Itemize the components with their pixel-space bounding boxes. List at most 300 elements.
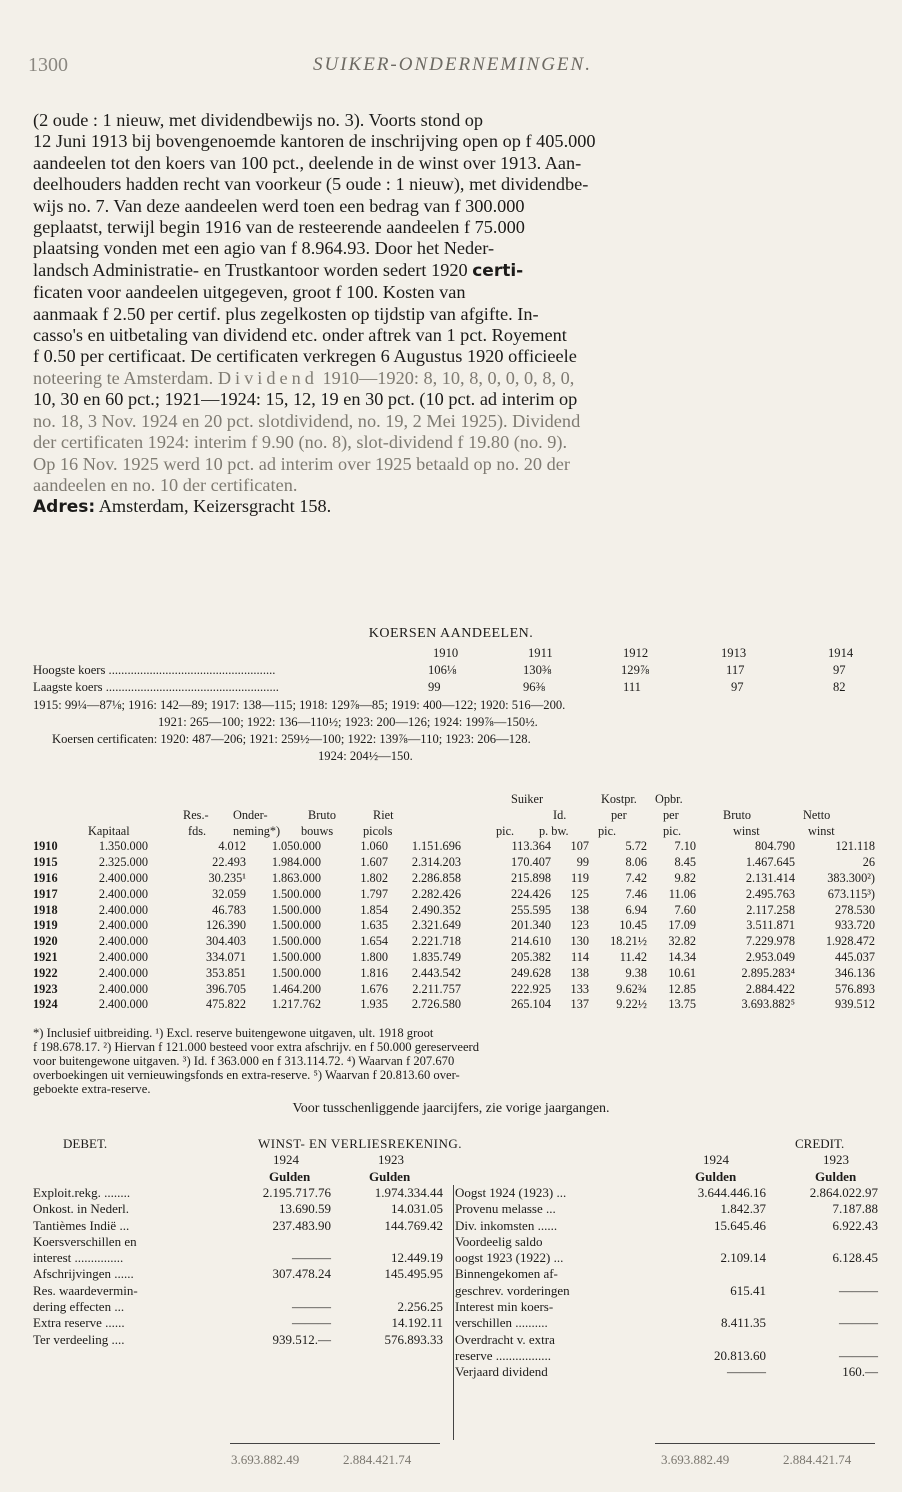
column-header: Id. bbox=[553, 807, 567, 822]
ledger-value: 237.483.90 bbox=[272, 1217, 331, 1233]
year-cell: 1913 bbox=[721, 646, 747, 660]
ledger-row bbox=[455, 1332, 878, 1348]
year-cell: 1916 bbox=[33, 870, 58, 885]
page-header bbox=[28, 54, 888, 80]
ledger-value: ——— bbox=[292, 1250, 331, 1266]
column-header: per bbox=[663, 807, 679, 822]
table-cell: 1.151.696 bbox=[411, 839, 461, 854]
credit-side bbox=[455, 1185, 878, 1381]
total-value: 3.693.882.49 bbox=[661, 1452, 730, 1467]
footnote-line: overboekingen uit vernieuwingsfonds en extra-reserve. ⁵) Waarvan f 20.813.60 over- bbox=[33, 1068, 460, 1082]
table-cell: 11.06 bbox=[668, 886, 696, 901]
text-line: casso's en uitbetaling van dividend etc. onder aftrek van 1 pct. Royement bbox=[33, 325, 567, 346]
table-cell: 26 bbox=[862, 855, 875, 870]
wv-unit-row bbox=[33, 1169, 878, 1185]
dividend-history: 1910—1920: 8, 10, 8, 0, 0, 0, 8, 0, bbox=[322, 367, 575, 388]
credit-heading: CREDIT. bbox=[795, 1136, 845, 1151]
table-cell: 1.500.000 bbox=[271, 886, 321, 901]
table-cell: 113.364 bbox=[511, 839, 551, 854]
unit-label: Gulden bbox=[269, 1168, 311, 1184]
table-cell: 1.802 bbox=[360, 870, 388, 885]
year-cell: 1910 bbox=[33, 839, 58, 854]
table-cell: 1.500.000 bbox=[271, 918, 321, 933]
table-cell: 138 bbox=[570, 965, 589, 980]
year-label: 1924 bbox=[703, 1152, 729, 1168]
ledger-label: Oogst 1924 (1923) ... bbox=[455, 1185, 567, 1200]
ledger-row bbox=[455, 1266, 878, 1282]
ledger-row bbox=[455, 1299, 878, 1315]
table-cell: 1.060 bbox=[360, 839, 388, 854]
text-line: f 0.50 per certificaat. De certificaten verkregen 6 Augustus 1920 officieele bbox=[33, 346, 577, 367]
table-cell: 32.059 bbox=[212, 886, 246, 901]
wv-divider bbox=[453, 1185, 454, 1440]
table-cell: 46.783 bbox=[212, 902, 246, 917]
ledger-row bbox=[33, 1218, 443, 1234]
table-cell: 475.822 bbox=[206, 997, 246, 1012]
ledger-value: 307.478.24 bbox=[272, 1266, 331, 1282]
koers-cell: 82 bbox=[833, 680, 846, 694]
column-header: per bbox=[611, 807, 627, 822]
table-cell: 9.22½ bbox=[616, 997, 647, 1012]
page-number: 1300 bbox=[28, 54, 68, 76]
table-cell: 346.136 bbox=[835, 965, 875, 980]
table-cell: 1.500.000 bbox=[271, 949, 321, 964]
ledger-value: 939.512.— bbox=[272, 1331, 331, 1347]
table-row bbox=[33, 950, 878, 966]
text-line: aandeelen tot den koers van 100 pct., deelende in de winst over 1913. Aan- bbox=[33, 152, 582, 173]
ledger-row bbox=[33, 1250, 443, 1266]
footnote-line: f 198.678.17. ²) Hiervan f 121.000 besteed voor extra afschrijv. en f 50.000 gereserveerd bbox=[33, 1040, 480, 1054]
table-cell: 17.09 bbox=[668, 918, 696, 933]
table-cell: 2.400.000 bbox=[98, 949, 148, 964]
table-cell: 2.400.000 bbox=[98, 981, 148, 996]
table-cell: 2.953.049 bbox=[745, 949, 795, 964]
ledger-value: ——— bbox=[292, 1315, 331, 1331]
table-cell: 1.654 bbox=[360, 934, 388, 949]
ledger-row bbox=[33, 1266, 443, 1282]
table-cell: 14.34 bbox=[668, 949, 696, 964]
year-cell: 1912 bbox=[623, 646, 649, 660]
ledger-label: Tantièmes Indië ... bbox=[33, 1217, 130, 1233]
table-cell: 2.400.000 bbox=[98, 997, 148, 1012]
table-cell: 1.816 bbox=[360, 965, 388, 980]
ledger-value: 576.893.33 bbox=[384, 1331, 443, 1347]
column-header: fds. bbox=[188, 823, 207, 838]
table-cell: 9.82 bbox=[674, 870, 696, 885]
table-cell: 130 bbox=[570, 934, 589, 949]
koers-cell: 106⅛ bbox=[428, 663, 457, 677]
text-line: aanmaak f 2.50 per certif. plus zegelkosten op tijdstip van afgifte. In- bbox=[33, 303, 539, 324]
table-cell: 1.676 bbox=[360, 981, 388, 996]
text-line: no. 18, 3 Nov. 1924 en 20 pct. slotdividend, no. 19, 2 Mei 1925). Dividend bbox=[33, 410, 581, 431]
year-cell: 1910 bbox=[433, 646, 459, 660]
table-cell: 7.10 bbox=[674, 839, 696, 854]
column-header: Suiker bbox=[511, 792, 544, 806]
ledger-label: Ter verdeeling .... bbox=[33, 1331, 125, 1347]
ledger-row bbox=[33, 1315, 443, 1331]
table-row bbox=[33, 997, 878, 1013]
ledger-value: 7.187.88 bbox=[832, 1201, 878, 1217]
ledger-label: Koersverschillen en bbox=[33, 1233, 137, 1249]
column-header: p. bw. bbox=[539, 823, 569, 838]
ledger-label: Interest min koers- bbox=[455, 1299, 554, 1315]
wv-years-row bbox=[33, 1152, 878, 1168]
text-line: der certificaten 1924: interim f 9.90 (no. 8), slot-dividend f 19.80 (no. 9). bbox=[33, 432, 568, 453]
year-cell: 1920 bbox=[33, 934, 58, 949]
koers-cell: 96⅜ bbox=[523, 680, 546, 694]
ledger-value: ——— bbox=[839, 1282, 878, 1298]
table-cell: 32.82 bbox=[668, 934, 696, 949]
table-cell: 10.61 bbox=[668, 965, 696, 980]
table-cell: 107 bbox=[570, 839, 589, 854]
unit-label: Gulden bbox=[695, 1168, 737, 1184]
unit-label: Gulden bbox=[815, 1168, 857, 1184]
column-header: pic. bbox=[663, 823, 682, 838]
ledger-value: ——— bbox=[727, 1364, 766, 1380]
footnote-line: geboekte extra-reserve. bbox=[33, 1082, 151, 1096]
table-cell: 1.800 bbox=[360, 949, 388, 964]
table-cell: 2.282.426 bbox=[411, 886, 461, 901]
year-label: 1924 bbox=[273, 1152, 299, 1168]
year-cell: 1918 bbox=[33, 902, 58, 917]
ledger-label: Extra reserve ...... bbox=[33, 1315, 125, 1331]
table-cell: 8.45 bbox=[674, 855, 696, 870]
table-cell: 1.350.000 bbox=[98, 839, 148, 854]
table-cell: 7.42 bbox=[625, 870, 647, 885]
table-cell: 22.493 bbox=[212, 855, 246, 870]
table-cell: 138 bbox=[570, 902, 589, 917]
year-cell: 1923 bbox=[33, 981, 58, 996]
table-cell: 1.635 bbox=[360, 918, 388, 933]
total-rule bbox=[230, 1443, 440, 1444]
year-cell: 1914 bbox=[828, 646, 854, 660]
ledger-label: Res. waardevermin- bbox=[33, 1282, 138, 1298]
ledger-row bbox=[455, 1185, 878, 1201]
table-cell: 119 bbox=[571, 870, 589, 885]
wv-title: WINST- EN VERLIESREKENING. bbox=[258, 1136, 463, 1151]
table-cell: 201.340 bbox=[511, 918, 551, 933]
table-cell: 123 bbox=[570, 918, 589, 933]
text-line: deelhouders hadden recht van voorkeur (5 oude : 1 nieuw), met dividendbe- bbox=[33, 174, 589, 195]
table-cell: 1.500.000 bbox=[271, 934, 321, 949]
footnote-line: *) Inclusief uitbreiding. ¹) Excl. reserve buitengewone uitgaven, ult. 1918 groot bbox=[33, 1026, 434, 1040]
column-header: Kapitaal bbox=[88, 823, 130, 838]
table-cell: 2.400.000 bbox=[98, 965, 148, 980]
ledger-value: 160.— bbox=[842, 1364, 878, 1380]
table-cell: 114 bbox=[571, 949, 589, 964]
ledger-value: 1.842.37 bbox=[720, 1201, 766, 1217]
text-line: ficaten voor aandeelen uitgegeven, groot f 100. Kosten van bbox=[33, 282, 466, 303]
wv-totals bbox=[33, 1452, 878, 1468]
column-header: neming*) bbox=[233, 823, 281, 838]
table-row bbox=[33, 839, 878, 855]
ledger-row bbox=[455, 1364, 878, 1380]
table-cell: 1.467.645 bbox=[745, 855, 795, 870]
table-cell: 1.464.200 bbox=[271, 981, 321, 996]
dividend-term: Dividend bbox=[217, 367, 318, 388]
koers-cell: 97 bbox=[833, 663, 846, 677]
ledger-row bbox=[33, 1332, 443, 1348]
table-cell: 1.500.000 bbox=[271, 965, 321, 980]
table-cell: 18.21½ bbox=[610, 934, 647, 949]
table-cell: 1.854 bbox=[360, 902, 388, 917]
table-cell: 2.884.422 bbox=[745, 981, 795, 996]
table-cell: 2.400.000 bbox=[98, 870, 148, 885]
column-header: Riet bbox=[373, 807, 394, 822]
text-line: Op 16 Nov. 1925 werd 10 pct. ad interim over 1925 betaald op no. 20 der bbox=[33, 453, 570, 474]
ledger-value: 15.645.46 bbox=[714, 1217, 766, 1233]
table-cell: 2.321.649 bbox=[411, 918, 461, 933]
column-header: picols bbox=[363, 823, 393, 838]
unit-label: Gulden bbox=[369, 1168, 411, 1184]
hoogste-koers-row: Hoogste koers ..................................................... 106⅛ 130⅜ 129⅞ 117 97 bbox=[33, 663, 846, 677]
ledger-value: 14.192.11 bbox=[391, 1315, 443, 1331]
table-cell: 265.104 bbox=[511, 997, 551, 1012]
table-cell: 99 bbox=[576, 855, 589, 870]
text-line: 12 Juni 1913 bij bovengenoemde kantoren de inschrijving open op f 405.000 bbox=[33, 131, 596, 152]
table-cell: 2.726.580 bbox=[411, 997, 461, 1012]
column-header: pic. bbox=[598, 823, 617, 838]
ledger-value: 2.109.14 bbox=[720, 1250, 766, 1266]
ledger-row bbox=[33, 1185, 443, 1201]
table-cell: 5.72 bbox=[625, 839, 647, 854]
table-cell: 2.400.000 bbox=[98, 918, 148, 933]
ledger-label: Provenu melasse ... bbox=[455, 1201, 556, 1217]
text-line: plaatsing vonden met een agio van f 8.964.93. Door het Neder- bbox=[33, 238, 495, 259]
table-cell: 2.286.858 bbox=[411, 870, 461, 885]
total-value: 2.884.421.74 bbox=[783, 1452, 852, 1467]
table-row bbox=[33, 982, 878, 998]
ledger-row bbox=[455, 1201, 878, 1217]
column-header: Kostpr. bbox=[601, 792, 637, 806]
ledger-label: geschrev. vorderingen bbox=[455, 1282, 570, 1298]
running-title: SUIKER-ONDERNEMINGEN. bbox=[313, 54, 592, 75]
table-cell: 9.38 bbox=[625, 965, 647, 980]
table-cell: 1.217.762 bbox=[271, 997, 321, 1012]
table-cell: 2.895.283⁴ bbox=[741, 965, 795, 980]
ledger-row bbox=[455, 1234, 878, 1250]
footnote-line: voor buitengewone uitgaven. ³) Id. f 363.000 en f 313.114.72. ⁴) Waarvan f 207.670 bbox=[33, 1054, 455, 1068]
koers-cell: 97 bbox=[731, 680, 744, 694]
table-cell: 804.790 bbox=[755, 839, 795, 854]
table-cell: 121.118 bbox=[835, 839, 875, 854]
ledger-value: ——— bbox=[839, 1315, 878, 1331]
ledger-row bbox=[33, 1234, 443, 1250]
ledger-value: 8.411.35 bbox=[720, 1315, 766, 1331]
table-cell: 1.863.000 bbox=[271, 870, 321, 885]
koersen-certificaten-line: Koersen certificaten: 1920: 487—206; 1921: 259½—100; 1922: 139⅞—110; 1923: 206—128. bbox=[52, 732, 531, 746]
table-row bbox=[33, 918, 878, 934]
table-row bbox=[33, 871, 878, 887]
year-cell: 1917 bbox=[33, 886, 58, 901]
ledger-value: ——— bbox=[292, 1299, 331, 1315]
year-cell: 1921 bbox=[33, 949, 58, 964]
table-cell: 353.851 bbox=[206, 965, 246, 980]
ledger-label: Voordeelig saldo bbox=[455, 1233, 543, 1249]
table-cell: 2.131.414 bbox=[745, 870, 795, 885]
table-cell: 133 bbox=[570, 981, 589, 996]
year-label: 1923 bbox=[823, 1152, 849, 1168]
table-cell: 2.443.542 bbox=[411, 965, 461, 980]
ledger-value: 615.41 bbox=[730, 1282, 766, 1298]
ledger-label: interest ............... bbox=[33, 1250, 124, 1266]
text-line: wijs no. 7. Van deze aandeelen werd toen een bedrag van f 300.000 bbox=[33, 195, 525, 216]
table-cell: 224.426 bbox=[511, 886, 551, 901]
koersen-line: 1924: 204½—150. bbox=[318, 749, 413, 763]
ledger-value: 3.644.446.16 bbox=[697, 1185, 766, 1200]
row-label: Laagste koers bbox=[33, 680, 103, 694]
ledger-label: oogst 1923 (1922) ... bbox=[455, 1250, 564, 1266]
table-body bbox=[33, 839, 878, 1013]
table-cell: 11.42 bbox=[619, 949, 647, 964]
table-cell: 2.325.000 bbox=[98, 855, 148, 870]
table-cell: 30.235¹ bbox=[208, 870, 246, 885]
total-value: 3.693.882.49 bbox=[231, 1452, 300, 1467]
column-header: bouws bbox=[301, 823, 334, 838]
text-line: 10, 30 en 60 pct.; 1921—1924: 15, 12, 19 en 30 pct. (10 pct. ad interim op bbox=[33, 389, 578, 410]
ledger-label: Afschrijvingen ...... bbox=[33, 1266, 134, 1282]
table-cell: 383.300²) bbox=[827, 870, 875, 885]
total-rule bbox=[655, 1443, 875, 1444]
ledger-value: 6.128.45 bbox=[832, 1250, 878, 1266]
table-cell: 125 bbox=[570, 886, 589, 901]
table-cell: 1.984.000 bbox=[271, 855, 321, 870]
table-row bbox=[33, 966, 878, 982]
certificaten-term: certi- bbox=[472, 260, 524, 281]
ledger-label: Binnengekomen af- bbox=[455, 1266, 558, 1282]
ledger-label: verschillen .......... bbox=[455, 1315, 548, 1331]
table-row bbox=[33, 934, 878, 950]
table-cell: 2.314.203 bbox=[411, 855, 461, 870]
ledger-row bbox=[455, 1315, 878, 1331]
koersen-line: 1915: 99¼—87⅛; 1916: 142—89; 1917: 138—115; 1918: 129⅞—85; 1919: 400—122; 1920: 516—200. bbox=[33, 698, 566, 712]
column-header: Bruto bbox=[308, 807, 337, 822]
winst-verlies-rekening bbox=[33, 1136, 878, 1380]
ledger-value: 20.813.60 bbox=[714, 1347, 766, 1363]
column-header: winst bbox=[808, 823, 835, 838]
koersen-title: KOERSEN AANDEELEN. bbox=[368, 626, 534, 641]
table-cell: 334.071 bbox=[206, 949, 246, 964]
ledger-row bbox=[455, 1250, 878, 1266]
ledger-value: 2.195.717.76 bbox=[262, 1185, 331, 1200]
table-cell: 576.893 bbox=[835, 981, 875, 996]
ledger-row bbox=[33, 1201, 443, 1217]
table-cell: 445.037 bbox=[835, 949, 875, 964]
table-cell: 1.928.472 bbox=[825, 934, 875, 949]
ledger-value: ——— bbox=[839, 1347, 878, 1363]
table-row bbox=[33, 903, 878, 919]
table-cell: 137 bbox=[570, 997, 589, 1012]
year-label: 1923 bbox=[378, 1152, 404, 1168]
company-description bbox=[33, 110, 873, 519]
column-header: Bruto bbox=[723, 807, 752, 822]
koers-cell: 111 bbox=[623, 680, 641, 694]
table-cell: 7.229.978 bbox=[745, 934, 795, 949]
row-label: Hoogste koers bbox=[33, 663, 106, 677]
koers-cell: 129⅞ bbox=[621, 663, 650, 677]
text-line: aandeelen en no. 10 der certificaten. bbox=[33, 474, 298, 495]
column-header: pic. bbox=[496, 823, 515, 838]
table-cell: 2.495.763 bbox=[745, 886, 795, 901]
column-header: winst bbox=[733, 823, 760, 838]
table-cell: 222.925 bbox=[511, 981, 551, 996]
year-cell: 1911 bbox=[528, 646, 553, 660]
debet-heading: DEBET. bbox=[63, 1136, 108, 1151]
table-header-row bbox=[33, 808, 878, 824]
ledger-row bbox=[455, 1218, 878, 1234]
table-cell: 10.45 bbox=[619, 918, 647, 933]
table-cell: 255.595 bbox=[511, 902, 551, 917]
ledger-row bbox=[33, 1299, 443, 1315]
year-cell: 1919 bbox=[33, 918, 58, 933]
table-cell: 205.382 bbox=[511, 949, 551, 964]
adres-value: Amsterdam, Keizersgracht 158. bbox=[98, 496, 332, 517]
table-cell: 2.400.000 bbox=[98, 934, 148, 949]
table-cell: 215.898 bbox=[511, 870, 551, 885]
koers-cell: 130⅜ bbox=[523, 663, 552, 677]
table-cell: 396.705 bbox=[206, 981, 246, 996]
table-cell: 126.390 bbox=[206, 918, 246, 933]
table-cell: 2.117.258 bbox=[746, 902, 795, 917]
table-cell: 7.60 bbox=[674, 902, 696, 917]
table-row bbox=[33, 887, 878, 903]
ledger-label: reserve ................. bbox=[455, 1347, 552, 1363]
wv-title-row bbox=[33, 1136, 878, 1152]
voor-line: Voor tusschenliggende jaarcijfers, zie vorige jaargangen. bbox=[292, 1101, 610, 1116]
column-header: Netto bbox=[803, 807, 831, 822]
ledger-row bbox=[455, 1348, 878, 1364]
table-cell: 1.050.000 bbox=[271, 839, 321, 854]
laagste-koers-row: Laagste koers ....................................................... 99 96⅜ 111 97 82 bbox=[33, 680, 846, 694]
ledger-label: dering effecten ... bbox=[33, 1299, 125, 1315]
table-header-row bbox=[33, 824, 878, 840]
year-cell: 1922 bbox=[33, 965, 58, 980]
table-cell: 13.75 bbox=[668, 997, 696, 1012]
table-cell: 278.530 bbox=[835, 902, 875, 917]
table-cell: 9.62¾ bbox=[616, 981, 647, 996]
ledger-label: Verjaard dividend bbox=[455, 1364, 548, 1380]
table-cell: 6.94 bbox=[625, 902, 647, 917]
year-cell: 1924 bbox=[33, 997, 58, 1012]
ledger-value: 14.031.05 bbox=[391, 1201, 443, 1217]
ledger-row bbox=[33, 1283, 443, 1299]
ledger-label: Overdracht v. extra bbox=[455, 1331, 555, 1347]
ledger-value: 1.974.334.44 bbox=[374, 1185, 443, 1200]
table-row bbox=[33, 855, 878, 871]
table-cell: 249.628 bbox=[511, 965, 551, 980]
table-cell: 2.211.757 bbox=[412, 981, 461, 996]
ledger-value: 2.256.25 bbox=[397, 1299, 443, 1315]
table-cell: 2.400.000 bbox=[98, 902, 148, 917]
ledger-value: 145.495.95 bbox=[384, 1266, 443, 1282]
text-line: geplaatst, terwijl begin 1916 van de resteerende aandeelen f 75.000 bbox=[33, 217, 525, 238]
production-table bbox=[33, 792, 878, 1013]
ledger-value: 2.864.022.97 bbox=[809, 1185, 878, 1200]
column-header: Opbr. bbox=[655, 792, 683, 806]
ledger-value: 12.449.19 bbox=[391, 1250, 443, 1266]
table-cell: 673.115³) bbox=[827, 886, 875, 901]
table-cell: 1.935 bbox=[360, 997, 388, 1012]
table-cell: 3.693.882⁵ bbox=[741, 997, 795, 1012]
text-line: (2 oude : 1 nieuw, met dividendbewijs no. 3). Voorts stond op bbox=[33, 110, 484, 130]
ledger-value: 6.922.43 bbox=[832, 1217, 878, 1233]
year-cell: 1915 bbox=[33, 855, 58, 870]
koersen-line: 1921: 265—100; 1922: 136—110½; 1923: 200—126; 1924: 199⅞—150½. bbox=[158, 715, 538, 729]
table-cell: 2.400.000 bbox=[98, 886, 148, 901]
table-cell: 1.797 bbox=[360, 886, 388, 901]
table-cell: 1.835.749 bbox=[411, 949, 461, 964]
ledger-value: 13.690.59 bbox=[279, 1201, 331, 1217]
